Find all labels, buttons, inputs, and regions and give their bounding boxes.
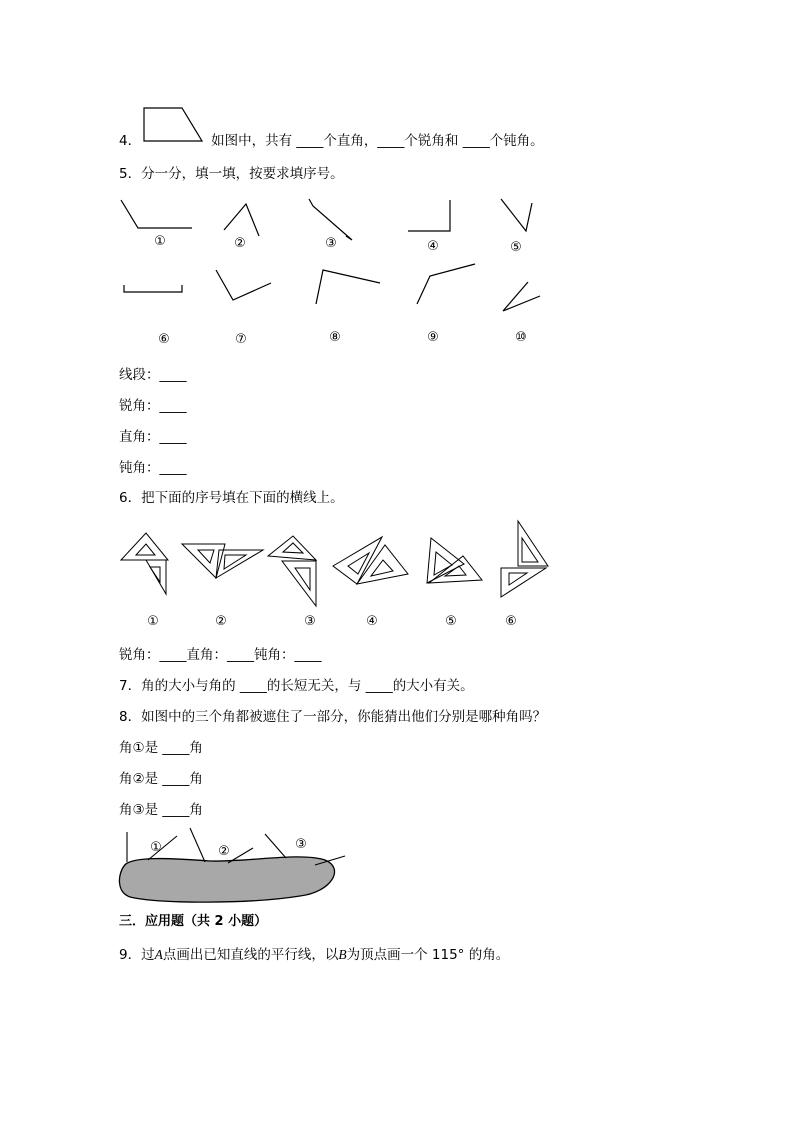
q5-answer-blank: ____ [159, 367, 187, 383]
q5-label-5: ⑤ [510, 240, 522, 255]
q6-answer-right-blank: ____ [227, 647, 254, 663]
q8-answer-pre: 角①是 [119, 740, 159, 756]
q7-text-2: 的长短无关，与 [266, 678, 362, 694]
q8-answer-pre: 角③是 [119, 802, 159, 818]
q7-blank-2: ____ [365, 678, 393, 694]
q8-answer-blank: ____ [162, 740, 190, 756]
q5-answer-blank: ____ [159, 398, 187, 414]
q9-question [119, 946, 509, 964]
section-heading: 三．应用题（共 2 小题） [119, 914, 268, 929]
q5-label-8: ⑧ [329, 330, 341, 345]
q6-answer-right-label: 直角： [186, 647, 227, 663]
q4-text-3: 个锐角和 [404, 133, 459, 149]
q5-label-3: ③ [325, 236, 337, 251]
q5-label-6: ⑥ [158, 332, 170, 347]
q4-blank-3: ____ [462, 133, 490, 149]
q4-blank-1: ____ [296, 133, 324, 149]
q4-number: 4． [119, 133, 142, 149]
q8-answer-post: 角 [189, 771, 203, 787]
q8-angle-3-ray-a [265, 834, 286, 858]
q8-answer-blank: ____ [162, 771, 190, 787]
q6-label-4: ④ [366, 614, 378, 629]
q8-question: 8．如图中的三个角都被遮住了一部分，你能猜出他们分别是哪种角吗？ [119, 709, 547, 725]
q6-label-2: ② [215, 614, 227, 629]
q5-label-1: ① [154, 234, 166, 249]
q8-answer-pre: 角②是 [119, 771, 159, 787]
q5-label-4: ④ [427, 239, 439, 254]
q5-question: 5．分一分，填一填，按要求填序号。 [119, 166, 344, 182]
q5-label-9: ⑨ [427, 330, 439, 345]
q9-point-a: A [154, 947, 163, 962]
q7-text-3: 的大小有关。 [392, 678, 474, 694]
q8-angle-2-ray-a [190, 828, 205, 862]
q6-answer-acute-blank: ____ [159, 647, 187, 663]
q5-answer-label: 线段： [119, 367, 160, 383]
q8-figure-label-3: ③ [295, 837, 307, 852]
q8-figure-label-2: ② [218, 844, 230, 859]
q6-label-1: ① [147, 614, 159, 629]
q6-question: 6．把下面的序号填在下面的横线上。 [119, 490, 344, 506]
q7-text-1: 7．角的大小与角的 [119, 678, 236, 694]
q5-label-7: ⑦ [235, 332, 247, 347]
q9-text-1: 9．过 [119, 947, 155, 963]
q7-blank-1: ____ [239, 678, 267, 694]
q5-answer-label: 钝角： [119, 460, 160, 476]
q8-answer-post: 角 [189, 740, 203, 756]
q6-label-3: ③ [304, 614, 316, 629]
q5-label-10: ⑩ [515, 330, 527, 345]
q6-answer-obtuse-label: 钝角： [254, 647, 295, 663]
q5-answer-label: 锐角： [119, 398, 160, 414]
q4-text-2: 个直角， [323, 133, 378, 149]
q5-answer-label: 直角： [119, 429, 160, 445]
q5-label-2: ② [234, 236, 246, 251]
q4-blank-2: ____ [377, 133, 405, 149]
q6-answer-acute-label: 锐角： [119, 647, 160, 663]
q6-answer-obtuse-blank: ____ [294, 647, 322, 663]
q9-point-b: B [338, 947, 347, 962]
q6-label-6: ⑥ [505, 614, 517, 629]
q5-answer-blank: ____ [159, 429, 187, 445]
q9-text-3: 为顶点画一个 115° 的角。 [346, 947, 510, 963]
q8-cover-blob [119, 857, 334, 902]
q9-text-2: 点画出已知直线的平行线，以 [162, 947, 339, 963]
q8-answer-post: 角 [189, 802, 203, 818]
q8-figure-label-1: ① [150, 840, 162, 855]
q4-text-1: 如图中，共有 [211, 133, 293, 149]
q4-text-4: 个钝角。 [489, 133, 544, 149]
q8-answer-blank: ____ [162, 802, 190, 818]
q5-answer-blank: ____ [159, 460, 187, 476]
q6-label-5: ⑤ [445, 614, 457, 629]
